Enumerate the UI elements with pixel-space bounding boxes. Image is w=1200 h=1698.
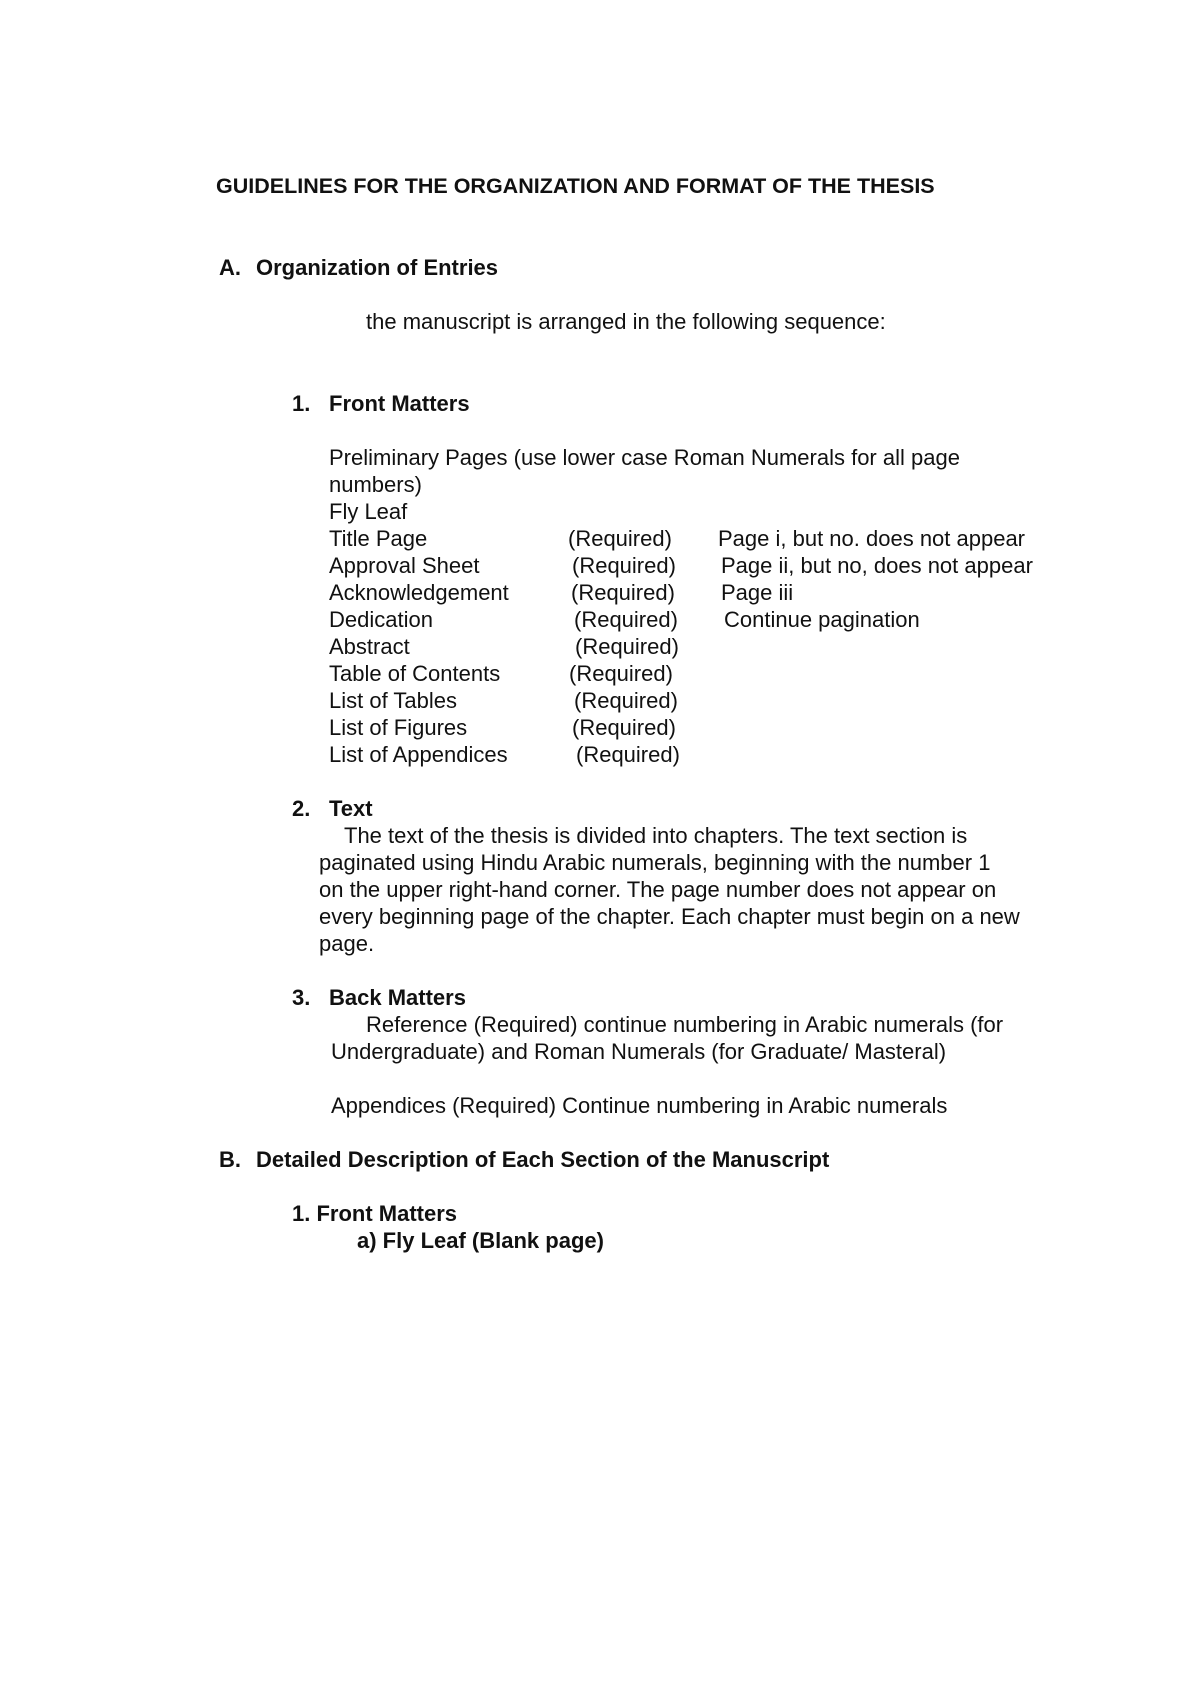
row-note: Page iii xyxy=(721,580,794,605)
item-3-number: 3. xyxy=(292,985,311,1010)
row-status: (Required) xyxy=(575,634,679,659)
row-name: Title Page xyxy=(329,526,428,551)
reference-line-1: Reference (Required) continue numbering in Arabic numerals (for xyxy=(366,1012,1004,1037)
row-name: Dedication xyxy=(329,607,433,632)
row-note: Page i, but no. does not appear xyxy=(718,526,1026,551)
section-a-intro: the manuscript is arranged in the following sequence: xyxy=(366,309,886,334)
section-a-marker: A. xyxy=(219,255,241,280)
row-status: (Required) xyxy=(571,580,675,605)
text-paragraph-line: on the upper right-hand corner. The page number does not appear on xyxy=(319,877,997,902)
text-paragraph-line: page. xyxy=(319,931,375,956)
text-paragraph-line: paginated using Hindu Arabic numerals, beginning with the number 1 xyxy=(319,850,991,875)
fly-leaf-entry: Fly Leaf xyxy=(329,499,408,524)
row-name: List of Appendices xyxy=(329,742,508,767)
section-b-subheading: 1. Front Matters xyxy=(292,1201,458,1226)
row-note: Page ii, but no, does not appear xyxy=(721,553,1033,578)
row-status: (Required) xyxy=(574,688,678,713)
item-1-heading: Front Matters xyxy=(329,391,470,416)
row-status: (Required) xyxy=(576,742,680,767)
row-status: (Required) xyxy=(572,553,676,578)
row-name: Abstract xyxy=(329,634,410,659)
section-a-heading: Organization of Entries xyxy=(256,255,499,280)
row-status: (Required) xyxy=(569,661,673,686)
document-title: GUIDELINES FOR THE ORGANIZATION AND FORMAT OF THE THESIS xyxy=(216,174,935,198)
item-3-heading: Back Matters xyxy=(329,985,466,1010)
appendices-line: Appendices (Required) Continue numbering in Arabic numerals xyxy=(331,1093,948,1118)
item-2-heading: Text xyxy=(329,796,373,821)
row-name: List of Tables xyxy=(329,688,458,713)
row-status: (Required) xyxy=(568,526,672,551)
item-1-number: 1. xyxy=(292,391,311,416)
row-name: Table of Contents xyxy=(329,661,501,686)
row-note: Continue pagination xyxy=(724,607,920,632)
row-name: Acknowledgement xyxy=(329,580,509,605)
item-2-number: 2. xyxy=(292,796,311,821)
text-paragraph-line: The text of the thesis is divided into chapters. The text section is xyxy=(344,823,968,848)
row-status: (Required) xyxy=(574,607,678,632)
preliminary-pages-line-2: numbers) xyxy=(329,472,422,497)
row-status: (Required) xyxy=(572,715,676,740)
preliminary-pages-line-1: Preliminary Pages (use lower case Roman Numerals for all page xyxy=(329,445,960,470)
reference-line-2: Undergraduate) and Roman Numerals (for Graduate/ Masteral) xyxy=(331,1039,947,1064)
section-b-marker: B. xyxy=(219,1147,241,1172)
text-paragraph-line: every beginning page of the chapter. Each chapter must begin on a new xyxy=(319,904,1020,929)
row-name: Approval Sheet xyxy=(329,553,480,578)
row-name: List of Figures xyxy=(329,715,468,740)
section-b-heading: Detailed Description of Each Section of the Manuscript xyxy=(256,1147,830,1172)
section-b-subitem: a) Fly Leaf (Blank page) xyxy=(357,1228,604,1253)
